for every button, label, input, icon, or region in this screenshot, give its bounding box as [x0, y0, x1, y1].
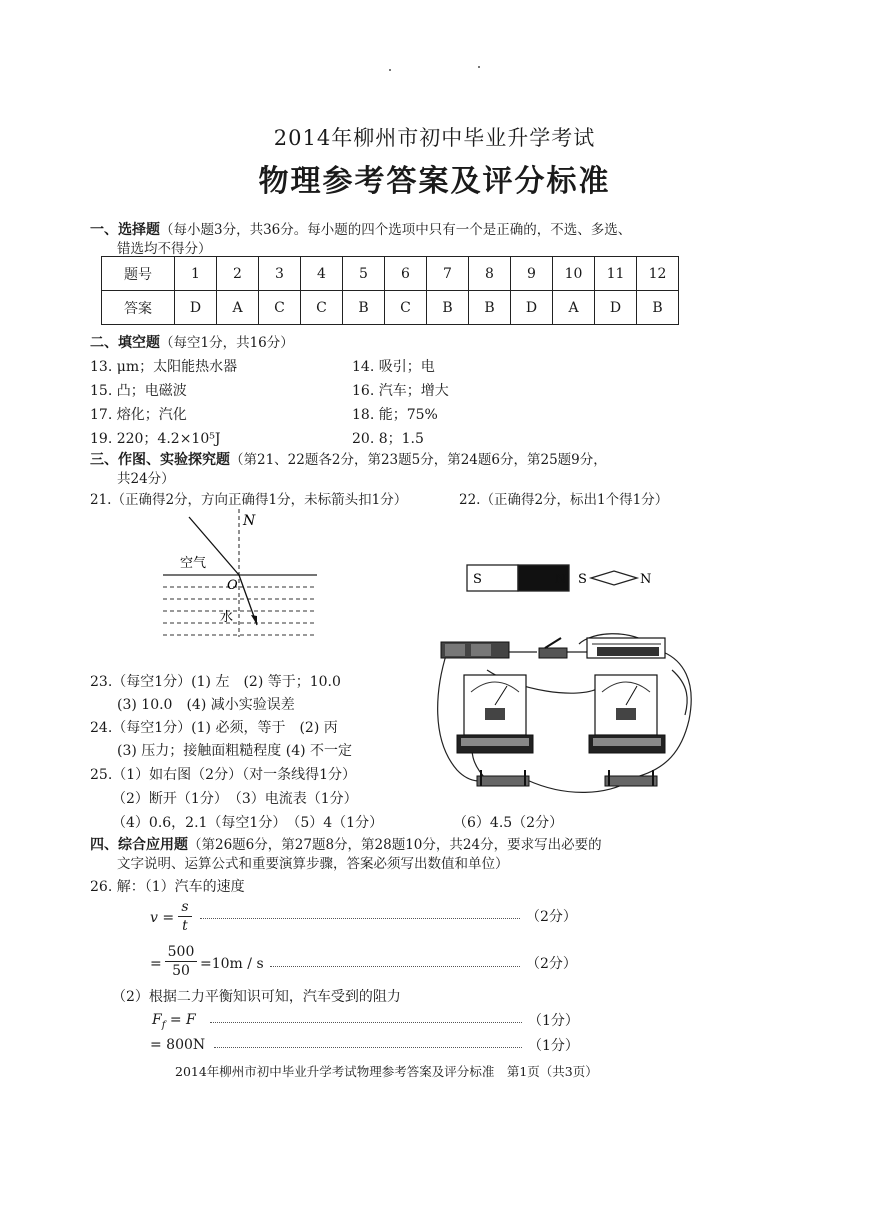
- eq1-score: （2分）: [526, 909, 577, 925]
- water-label: 水: [220, 610, 234, 625]
- eq1-fraction: [178, 899, 192, 934]
- section2-note: （每空1分，共16分）: [160, 335, 294, 351]
- eq3: [152, 1012, 196, 1031]
- section1-note: （每小题3分，共36分。每小题的四个选项中只有一个是正确的，不选、多选、: [160, 222, 632, 238]
- table-cell: 1: [175, 257, 217, 291]
- fill-answer-16: 16. 汽车；增大: [352, 383, 449, 399]
- section4-header-line: [90, 833, 602, 854]
- table-cell: 5: [343, 257, 385, 291]
- fill-answer-13: 13. μm；太阳能热水器: [90, 359, 238, 375]
- section2-header-line: [90, 331, 294, 352]
- table-cell: C: [259, 291, 301, 325]
- eq2-rhs: =10m / s: [200, 956, 264, 972]
- section3-heading: 三、作图、实验探究题: [90, 452, 230, 468]
- table-cell: 6: [385, 257, 427, 291]
- q23-answer-line-1: 23.（每空1分）(1) 左 (2) 等于；10.0: [90, 674, 341, 690]
- section4-note: （第26题6分，第27题8分，第28题10分，共24分，要求写出必要的: [188, 837, 602, 853]
- fill-answer-18: 18. 能；75%: [352, 407, 438, 423]
- section1-note-cont: 错选均不得分）: [117, 241, 212, 257]
- eq4: = 800N: [150, 1037, 206, 1053]
- scan-speck: [389, 69, 391, 71]
- q25-answer-line-2: （2）断开（1分） （3）电流表（1分）: [112, 791, 358, 807]
- magnet-s-label: S: [473, 572, 482, 587]
- compass-needle: [591, 571, 637, 585]
- incidence-point-label: O: [227, 578, 238, 593]
- eq2-numerator: 500: [167, 944, 195, 960]
- compass-n-label: N: [640, 572, 652, 587]
- q26-part2-intro: （2）根据二力平衡知识可知，汽车受到的阻力: [112, 989, 401, 1005]
- section3-note-cont: 共24分）: [117, 471, 175, 487]
- table-cell: 2: [217, 257, 259, 291]
- table-row-answers: [102, 291, 679, 325]
- circuit-diagram: [427, 630, 712, 800]
- q25-answer-line-1: 25.（1）如右图（2分）（对一条线得1分）: [90, 767, 356, 783]
- table-cell: D: [595, 291, 637, 325]
- eq2-prefix: =: [150, 956, 162, 972]
- table-cell: D: [175, 291, 217, 325]
- section2-heading: 二、填空题: [90, 335, 160, 351]
- fill-answer-15: 15. 凸；电磁波: [90, 383, 187, 399]
- table-row-question-numbers: [102, 257, 679, 291]
- refraction-diagram: [160, 505, 320, 645]
- fill-answer-19: 19. 220；4.2×10⁵J: [90, 431, 221, 447]
- air-label: 空气: [180, 556, 207, 571]
- fill-answer-17: 17. 熔化；汽化: [90, 407, 187, 423]
- table-cell: 4: [301, 257, 343, 291]
- q26-intro: 26. 解：（1）汽车的速度: [90, 879, 245, 895]
- table-cell: A: [553, 291, 595, 325]
- table-cell: C: [385, 291, 427, 325]
- table-cell: A: [217, 291, 259, 325]
- eq2-fraction: [165, 944, 197, 979]
- table-cell: B: [637, 291, 679, 325]
- q25-answer-line-3b: （6）4.5（2分）: [453, 815, 564, 831]
- q23-answer-line-2: (3) 10.0 (4) 减小实验误差: [117, 697, 295, 713]
- table-cell: 8: [469, 257, 511, 291]
- table-cell: 12: [637, 257, 679, 291]
- table-cell: 3: [259, 257, 301, 291]
- table-cell: D: [511, 291, 553, 325]
- table-cell: 7: [427, 257, 469, 291]
- table-cell: 9: [511, 257, 553, 291]
- dotted-leader: [200, 918, 520, 919]
- magnet-diagram: [466, 562, 666, 594]
- eq3-score: （1分）: [528, 1013, 579, 1029]
- answer-table: [101, 256, 679, 325]
- q22-scoring: 22.（正确得2分，标出1个得1分）: [459, 492, 669, 508]
- page-title-line-1: 2014年柳州市初中毕业升学考试: [273, 126, 596, 150]
- page-title-line-2: 物理参考答案及评分标准: [258, 164, 611, 199]
- eq3-subscript: f: [161, 1019, 166, 1031]
- section4-heading: 四、综合应用题: [90, 837, 188, 853]
- normal-label: N: [243, 513, 256, 529]
- q21-scoring: 21.（正确得2分，方向正确得1分，未标箭头扣1分）: [90, 492, 408, 508]
- scan-speck: [478, 66, 480, 68]
- table-cell: 11: [595, 257, 637, 291]
- q25-answer-line-3: （4）0.6，2.1（每空1分） （5）4（1分）: [112, 815, 384, 831]
- section3-header-line: [90, 448, 607, 469]
- table-header-cell: 答案: [102, 291, 175, 325]
- table-cell: 10: [553, 257, 595, 291]
- eq3-symbol: F: [152, 1012, 162, 1028]
- section1-header-line: [90, 218, 631, 239]
- q24-answer-line-2: (3) 压力；接触面粗糙程度 (4) 不一定: [117, 743, 353, 759]
- fill-answer-20: 20. 8；1.5: [352, 431, 424, 447]
- table-cell: C: [301, 291, 343, 325]
- eq4-score: （1分）: [528, 1038, 579, 1054]
- table-cell: B: [427, 291, 469, 325]
- eq1-denominator: t: [182, 918, 188, 934]
- eq1-numerator: s: [181, 899, 189, 915]
- section4-note-cont: 文字说明、运算公式和重要演算步骤，答案必须写出数值和单位）: [117, 856, 509, 872]
- table-header-cell: 题号: [102, 257, 175, 291]
- magnet-n-label: N: [555, 572, 567, 587]
- section1-heading: 一、选择题: [90, 222, 160, 238]
- compass-s-label: S: [578, 572, 587, 587]
- fill-answer-14: 14. 吸引；电: [352, 359, 435, 375]
- table-cell: B: [469, 291, 511, 325]
- table-cell: B: [343, 291, 385, 325]
- eq2-denominator: 50: [172, 963, 190, 979]
- dotted-leader: [214, 1047, 522, 1048]
- eq3-rhs: = F: [165, 1012, 196, 1028]
- page-footer: 2014年柳州市初中毕业升学考试物理参考答案及评分标准 第1页（共3页）: [175, 1064, 598, 1079]
- section3-note: （第21、22题各2分，第23题5分，第24题6分，第25题9分，: [230, 452, 607, 468]
- eq2-score: （2分）: [526, 956, 577, 972]
- dotted-leader: [210, 1022, 522, 1023]
- eq1-lhs: v =: [150, 910, 175, 926]
- dotted-leader: [270, 966, 520, 967]
- q24-answer-line-1: 24.（每空1分）(1) 必须，等于 (2) 丙: [90, 720, 338, 736]
